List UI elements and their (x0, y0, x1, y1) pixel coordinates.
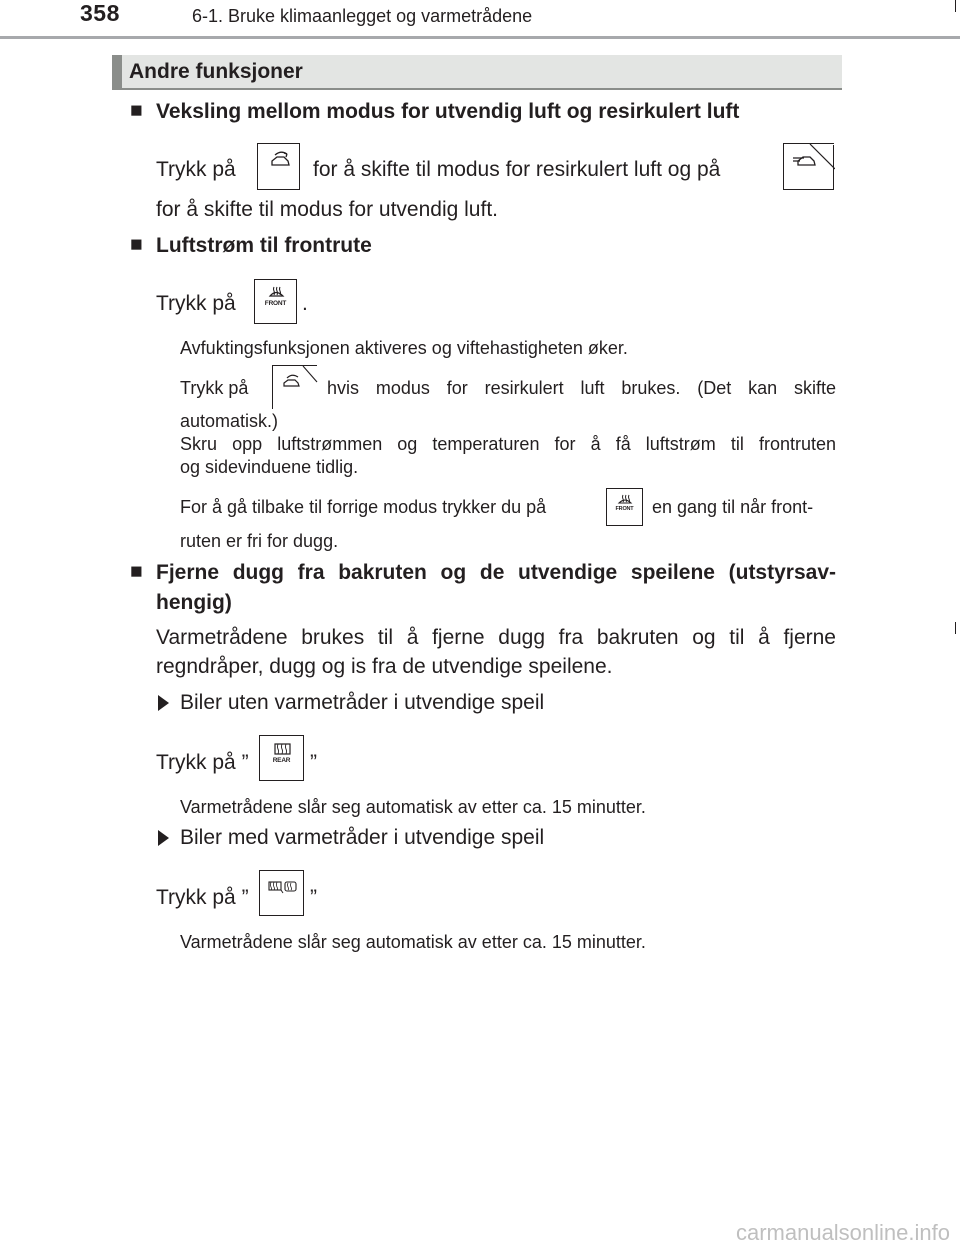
crop-mark-right (955, 622, 956, 634)
text: Trykk på ” (156, 886, 249, 909)
square-bullet: ■ (130, 99, 143, 122)
text: Trykk på (156, 158, 236, 181)
text: ” (310, 886, 317, 909)
button-label: FRONT (615, 506, 634, 512)
note: Skru opp luftstrømmen og temperaturen for å få luftstrøm til frontruten (180, 434, 836, 454)
text: . (302, 292, 308, 315)
triangle-right-icon (158, 830, 169, 846)
note: og sidevinduene tidlig. (180, 457, 359, 477)
outside-air-icon (784, 144, 835, 191)
subheading-no-mirror-heaters: Biler uten varmetråder i utvendige speil (180, 691, 545, 714)
outside-air-button (783, 143, 834, 190)
rear-mirror-defogger-icon (260, 871, 305, 917)
section-heading-bar (112, 55, 842, 90)
text: for å skifte til modus for utvendig luft. (156, 198, 498, 221)
text: Trykk på ” (156, 751, 249, 774)
note: Varmetrådene slår seg automatisk av etter ca. 15 minutter. (180, 797, 646, 817)
front-defroster-button (254, 279, 297, 324)
crop-mark-top-right (955, 0, 956, 12)
subheading-with-mirror-heaters: Biler med varmetråder i utvendige speil (180, 826, 545, 849)
page-number: 358 (80, 0, 120, 26)
text: for å skifte til modus for resirkulert luft og på (313, 158, 721, 181)
note: automatisk.) (180, 411, 279, 431)
note: Trykk på (180, 378, 249, 398)
note: en gang til når front- (652, 497, 814, 517)
note: Avfuktingsfunksjonen aktiveres og viftehastigheten øker. (180, 338, 628, 358)
recirculated-air-button-small (272, 365, 317, 409)
recirculated-air-icon (258, 144, 301, 191)
intro-text: regndråper, dugg og is fra de utvendige speilene. (156, 655, 613, 678)
text: ” (310, 751, 317, 774)
button-label: REAR (272, 757, 291, 764)
watermark: carmanualsonline.info (735, 1220, 950, 1245)
recirculated-air-icon (273, 366, 318, 410)
square-bullet: ■ (130, 560, 143, 583)
chapter-title: 6-1. Bruke klimaanlegget og varmetrådene (192, 6, 533, 26)
button-label: FRONT (264, 300, 287, 307)
square-bullet: ■ (130, 233, 143, 256)
section-accent (112, 55, 122, 90)
note: ruten er fri for dugg. (180, 531, 339, 551)
heading-rear-defogger-cont: hengig) (156, 591, 232, 614)
front-defroster-button-small (606, 488, 643, 526)
text: Trykk på (156, 292, 236, 315)
note: hvis modus for resirkulert luft brukes. (Det kan skifte (327, 378, 836, 398)
rear-and-mirror-defogger-button (259, 870, 304, 916)
heading-recirculation: Veksling mellom modus for utvendig luft og resirkulert luft (156, 100, 740, 123)
header-divider (0, 36, 960, 39)
note: Varmetrådene slår seg automatisk av etter ca. 15 minutter. (180, 932, 646, 952)
heading-windshield-airflow: Luftstrøm til frontrute (156, 234, 372, 257)
recirculated-air-button (257, 143, 300, 190)
rear-defogger-button (259, 735, 304, 781)
note: For å gå tilbake til forrige modus trykker du på (180, 497, 547, 517)
heading-rear-defogger: Fjerne dugg fra bakruten og de utvendige speilene (utstyrsav- (156, 561, 836, 584)
intro-text: Varmetrådene brukes til å fjerne dugg fra bakruten og til å fjerne (156, 626, 836, 649)
section-title: Andre funksjoner (129, 60, 303, 83)
triangle-right-icon (158, 695, 169, 711)
